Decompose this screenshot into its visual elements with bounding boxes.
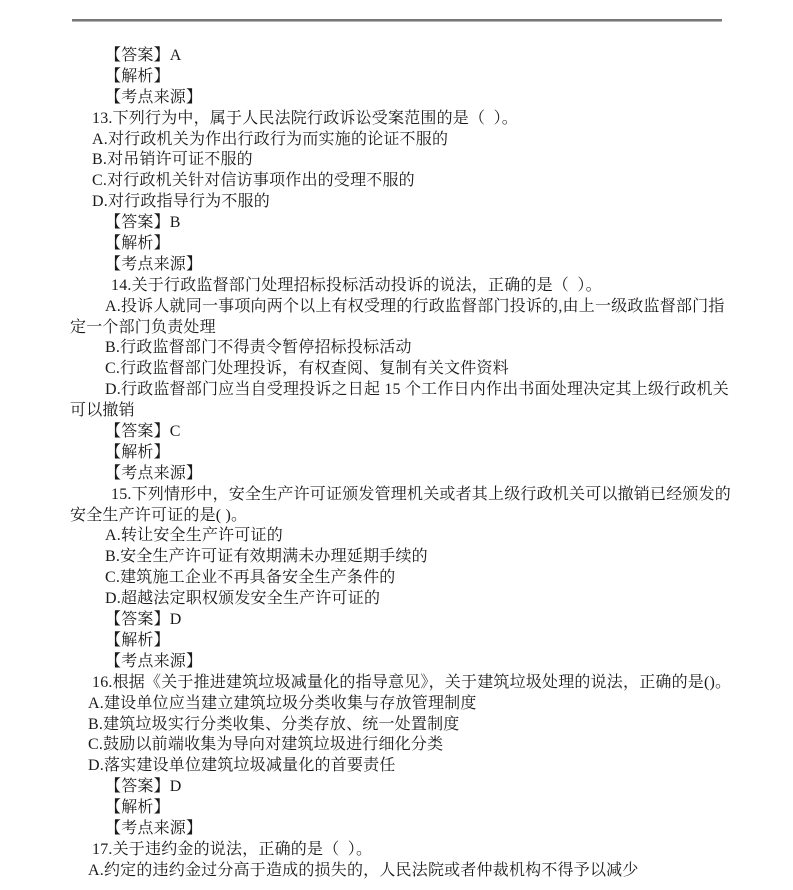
continuation-line: 安全生产许可证的是( )。 [70, 506, 248, 524]
header-rule [72, 19, 722, 22]
source-line: 【考点来源】 [105, 819, 203, 837]
option-line: A.约定的违约金过分高于造成的损失的，人民法院或者仲裁机构不得予以减少 [88, 861, 639, 879]
stem-line: 14.关于行政监督部门处理招标投标活动投诉的说法，正确的是（ ）。 [111, 276, 602, 294]
option-line: A.转让安全生产许可证的 [105, 527, 283, 545]
continuation-line: 可以撤销 [70, 402, 135, 420]
source-line: 【考点来源】 [105, 255, 203, 273]
option-line: B.行政监督部门不得责令暂停招标投标活动 [105, 339, 412, 357]
answer-line: 【答案】C [105, 423, 181, 441]
option-line: D.超越法定职权颁发安全生产许可证的 [105, 590, 381, 608]
answer-line: 【答案】A [105, 47, 182, 64]
stem-line: 15.下列情形中，安全生产许可证颁发管理机关或者其上级行政机关可以撤销已经颁发的 [111, 485, 732, 503]
option-line: B.安全生产许可证有效期满未办理延期手续的 [105, 548, 428, 566]
option-line: D.落实建设单位建筑垃圾减量化的首要责任 [88, 757, 396, 775]
stem-line: 13.下列行为中，属于人民法院行政诉讼受案范围的是（ ）。 [92, 109, 519, 127]
analysis-line: 【解析】 [105, 443, 170, 461]
option-line: C.对行政机关针对信访事项作出的受理不服的 [92, 172, 415, 190]
option-line: D.行政监督部门应当自受理投诉之日起 15 个工作日内作出书面处理决定其上级行政机关 [105, 381, 729, 399]
answer-line: 【答案】D [105, 611, 182, 629]
answer-line: 【答案】B [105, 214, 181, 232]
answer-line: 【答案】D [105, 778, 182, 796]
source-line: 【考点来源】 [105, 652, 203, 670]
option-line: C.鼓励以前端收集为导向对建筑垃圾进行细化分类 [88, 736, 444, 754]
option-line: A.投诉人就同一事项向两个以上有权受理的行政监督部门投诉的,由上一级政监督部门指 [105, 297, 725, 315]
option-line: A.对行政机关为作出行政行为而实施的论证不服的 [92, 130, 449, 148]
stem-line: 16.根据《关于推进建筑垃圾减量化的指导意见》，关于建筑垃圾处理的说法，正确的是()。 [92, 673, 732, 691]
option-line: C.建筑施工企业不再具备安全生产条件的 [105, 569, 396, 587]
option-line: C.行政监督部门处理投诉，有权查阅、复制有关文件资料 [105, 360, 509, 378]
stem-line: 17.关于违约金的说法，正确的是（ ）。 [92, 840, 373, 858]
option-line: B.建筑垃圾实行分类收集、分类存放、统一处置制度 [88, 715, 460, 733]
option-line: A.建设单位应当建立建筑垃圾分类收集与存放管理制度 [88, 694, 477, 712]
option-line: D.对行政指导行为不服的 [92, 193, 270, 211]
document-content [70, 46, 732, 882]
analysis-line: 【解析】 [105, 631, 170, 649]
analysis-line: 【解析】 [105, 67, 170, 85]
option-line: B.对吊销许可证不服的 [92, 151, 253, 169]
analysis-line: 【解析】 [105, 235, 170, 253]
analysis-line: 【解析】 [105, 799, 170, 817]
source-line: 【考点来源】 [105, 88, 203, 106]
source-line: 【考点来源】 [105, 464, 203, 482]
continuation-line: 定一个部门负责处理 [70, 318, 216, 336]
